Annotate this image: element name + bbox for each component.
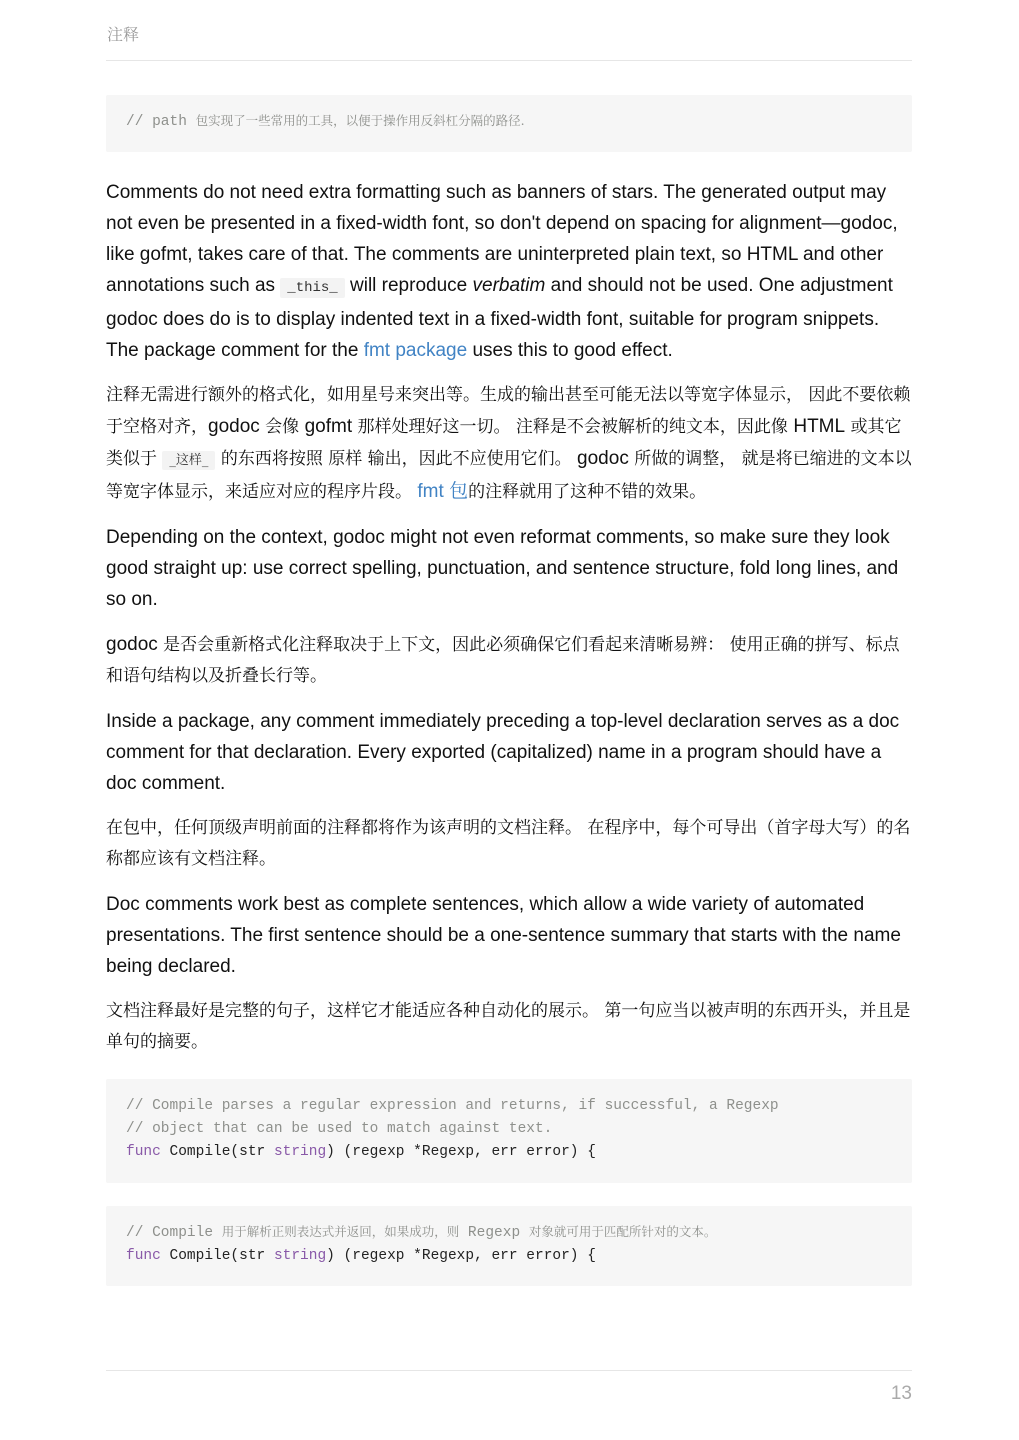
code-comment-prefix: // path <box>126 114 196 130</box>
code-block-path <box>106 95 912 152</box>
header-divider <box>106 60 912 61</box>
paragraph-en-3: Inside a package, any comment immediately preceding a top-level declaration serves as a doc comment for that declaration. Every exported (capitalized) name in a program should have a doc comment. <box>106 711 900 794</box>
paragraph-en-4: Doc comments work best as complete sentences, which allow a wide variety of automated presentations. The first sentence should be a one-sentence summary that starts with the name being declared. <box>106 894 901 977</box>
code-keyword: func <box>126 1248 161 1264</box>
text: godoc <box>208 416 260 437</box>
code-keyword: func <box>126 1144 161 1160</box>
text: 所做的调整， 就是将已缩进的文本以等宽字体显示，来适应对应的程序片段。 <box>106 449 912 502</box>
code-block-compile-zh <box>106 1206 912 1286</box>
running-header: 注释 <box>107 25 140 44</box>
code-comment-text: 对象就可用于匹配所针对的文本。 <box>528 1224 717 1239</box>
text: 那样处理好这一切。 注释是不会被解析的纯文本，因此像 <box>352 417 794 437</box>
code-text: Compile(str <box>160 1248 274 1264</box>
code-block-compile-en <box>106 1079 912 1183</box>
emphasis: verbatim <box>472 275 546 296</box>
code-comment-text: Regexp <box>459 1225 529 1241</box>
code-comment-text: 用于解析正则表达式并返回，如果成功，则 <box>221 1224 460 1239</box>
page-number: 13 <box>890 1383 912 1404</box>
code-line <box>126 1245 892 1268</box>
paragraph-en-2: Depending on the context, godoc might not even reformat comments, so make sure they look good straight up: use correct spelling, punctuation, and sentence structure, fold long lines, and so on. <box>106 527 899 610</box>
text: 的东西将按照 原样 输出，因此不应使用它们。 <box>215 449 578 469</box>
paragraph-zh-4: 文档注释最好是完整的句子，这样它才能适应各种自动化的展示。 第一句应当以被声明的东西开头，并且是单句的摘要。 <box>106 1001 911 1052</box>
code-line: // object that can be used to match against text. <box>126 1121 553 1137</box>
code-line <box>126 1141 892 1164</box>
text: 是否会重新格式化注释取决于上下文，因此必须确保它们看起来清晰易辨： 使用正确的拼写、标点和语句结构以及折叠长行等。 <box>106 635 900 686</box>
text: 或其它类似于 <box>106 417 902 469</box>
code-text: ) (regexp *Regexp, err error) { <box>326 1144 596 1160</box>
footer-divider <box>106 1370 912 1371</box>
text: uses this to good effect. <box>467 340 673 361</box>
text: Comments do not need extra formatting such as banners of stars. The generated output may not even be presented in a fixed-width font, so don't depend on spacing for alignment—godoc, like gofmt, takes care of that. The comments are uninterpreted plain text, so HTML and other annotations such as <box>106 182 898 296</box>
text: HTML <box>793 416 846 437</box>
paragraph-zh-1 <box>106 380 912 508</box>
text: will reproduce <box>344 275 473 296</box>
paragraph-zh-3: 在包中，任何顶级声明前面的注释都将作为该声明的文档注释。 在程序中，每个可导出（首字母大写）的名称都应该有文档注释。 <box>106 818 911 869</box>
code-line <box>126 1220 892 1245</box>
text: godoc <box>106 634 158 655</box>
fmt-package-link-zh[interactable]: fmt 包 <box>417 481 469 502</box>
text: gofmt <box>304 416 353 437</box>
text: 的注释就用了这种不错的效果。 <box>468 482 707 502</box>
text: 注释无需进行额外的格式化，如用星号来突出等。生成的输出甚至可能无法以等宽字体显示， 因此不要依赖于空格对齐， <box>106 385 911 437</box>
text: 会像 <box>259 417 305 437</box>
inline-code: _this_ <box>280 278 344 298</box>
paragraph-en-1 <box>106 177 912 366</box>
text: godoc <box>577 448 629 469</box>
code-type: string <box>273 1248 327 1264</box>
fmt-package-link[interactable]: fmt package <box>363 340 468 361</box>
code-type: string <box>273 1144 327 1160</box>
code-text: Compile(str <box>160 1144 274 1160</box>
code-comment-text: 包实现了一些常用的工具，以便于操作用反斜杠分隔的路径. <box>195 113 525 128</box>
code-text: ) (regexp *Regexp, err error) { <box>326 1248 596 1264</box>
paragraph-zh-2 <box>106 629 912 692</box>
code-line: // Compile parses a regular expression and returns, if successful, a Regexp <box>126 1098 779 1114</box>
page-content <box>106 95 912 1286</box>
code-comment-prefix: // Compile <box>126 1225 222 1241</box>
text: and should not be used. One adjustment godoc does do is to display indented text in a fixed-width font, suitable for program snippets. The package comment for the <box>106 275 893 361</box>
inline-code: _这样_ <box>162 451 215 470</box>
